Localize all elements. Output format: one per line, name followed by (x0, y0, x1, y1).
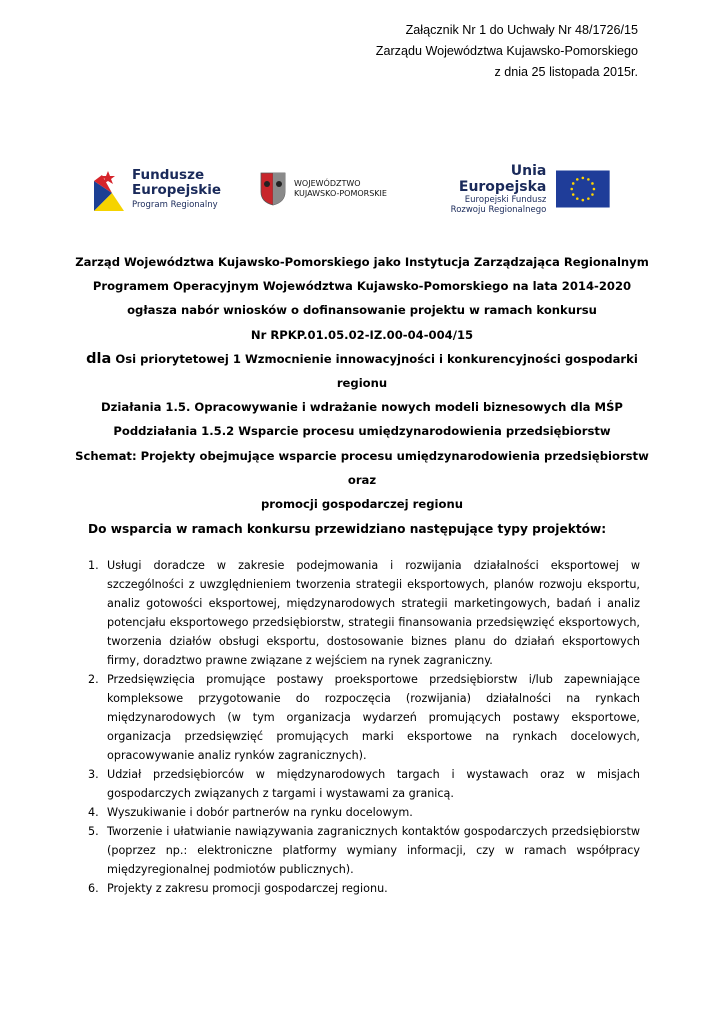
list-item: 3. Udział przedsiębiorców w międzynarodowych targach i wystawach oraz w misjach gospodarczych związanych z targami i wystawami za granicą. (88, 768, 640, 800)
unia-europejska-logo (428, 152, 610, 226)
kujawsko-line-1: WOJEWÓDZTWO (294, 179, 361, 188)
unia-line-1: Unia Europejska (458, 163, 547, 195)
list-item: 4. Wyszukiwanie i dobór partnerów na rynku docelowym. (88, 806, 413, 819)
list-item: 1. Usługi doradcze w zakresie podejmowania i rozwijania działalności eksportowej w szczególności z uwzględnieniem tworzenia strategii eksportowych, planów rozwoju eksportu, analiz gotowości eksportowej, międzynarodowych strategii marketingowych, badań i analiz potencjału eksportowego przedsiębiorstw, strategii finansowania przedsięwzięć eksportowych, tworzenia działów obsługi eksportu, dostosowanie biznes planu do działań eksportowych firmy, doradztwo prawne związane z wejściem na rynek zagraniczny. (88, 559, 640, 667)
headline-action: Działania 1.5. Opracowywanie i wdrażanie nowych modeli biznesowych dla MŚP (101, 400, 623, 415)
section-heading: Do wsparcia w ramach konkursu przewidziano następujące typy projektów: (88, 522, 607, 536)
annex-line-2: Zarządu Województwa Kujawsko-Pomorskiego (375, 44, 638, 58)
headline-sub-action: Poddziałania 1.5.2 Wsparcie procesu umiędzynarodowienia przedsiębiorstw (113, 424, 611, 439)
list-item: 2. Przedsięwzięcia promujące postawy proeksportowe przedsiębiorstw i/lub zapewniające kompleksowe przygotowanie do rozpoczęcia (rozwijania) działalności na rynkach międzynarodowych (w tym organizacja wydarzeń promujących postawy eksportowe, organizacja przedsięwzięć promujących marki eksportowe na rynkach docelowych, opracowywanie analiz rynków zagranicznych). (88, 673, 640, 762)
coat-of-arms-icon (260, 172, 286, 206)
fundusze-europejskie-logo (94, 152, 221, 226)
annex-line-3: z dnia 25 listopada 2015r. (494, 65, 638, 79)
headline-scheme-cont: promocji gospodarczej regionu (261, 497, 463, 512)
annex-line-1: Załącznik Nr 1 do Uchwały Nr 48/1726/15 (405, 23, 638, 37)
fundusze-line-1: Fundusze (132, 167, 205, 183)
annex-header (376, 20, 638, 83)
fundusze-line-2: Europejskie (132, 182, 222, 198)
headline-line-2: Programem Operacyjnym Województwa Kujawsko-Pomorskiego na lata 2014-2020 (92, 279, 632, 294)
dla-word: dla (86, 350, 112, 367)
project-types-list (88, 556, 640, 898)
kujawsko-line-2: KUJAWSKO-POMORSKIE (294, 189, 387, 198)
eu-flag-icon (556, 169, 610, 209)
headline-line-1: Zarząd Województwa Kujawsko-Pomorskiego jako Instytucja Zarządzająca Regionalnym (75, 255, 649, 269)
unia-line-3: Rozwoju Regionalnego (450, 205, 547, 215)
logo-bar (88, 152, 610, 226)
kujawsko-pomorskie-logo (260, 152, 387, 226)
fundusze-line-3: Program Regionalny (132, 200, 218, 210)
priority-axis-text: Osi priorytetowej 1 Wzmocnienie innowacyjności i konkurencyjności gospodarki regionu (115, 351, 638, 391)
list-item: 5. Tworzenie i ułatwianie nawiązywania zagranicznych kontaktów gospodarczych przedsiębiorstw (poprzez np.: elektroniczne platformy wymiany informacji, czy w ramach współpracy międzyregionalnej podmiotów publicznych). (88, 825, 640, 876)
announcement-headline (60, 250, 664, 516)
headline-scheme: Schemat: Projekty obejmujące wsparcie procesu umiędzynarodowienia przedsiębiorstw oraz (75, 448, 649, 487)
unia-line-2: Europejski Fundusz (464, 195, 547, 205)
competition-number: Nr RPKP.01.05.02-IZ.00-04-004/15 (250, 327, 474, 342)
headline-line-3: ogłasza nabór wniosków o dofinansowanie projektu w ramach konkursu (127, 303, 597, 318)
headline-priority-axis (60, 347, 664, 395)
fundusze-emblem-icon (94, 167, 124, 211)
list-item: 6. Projekty z zakresu promocji gospodarczej regionu. (88, 882, 388, 895)
